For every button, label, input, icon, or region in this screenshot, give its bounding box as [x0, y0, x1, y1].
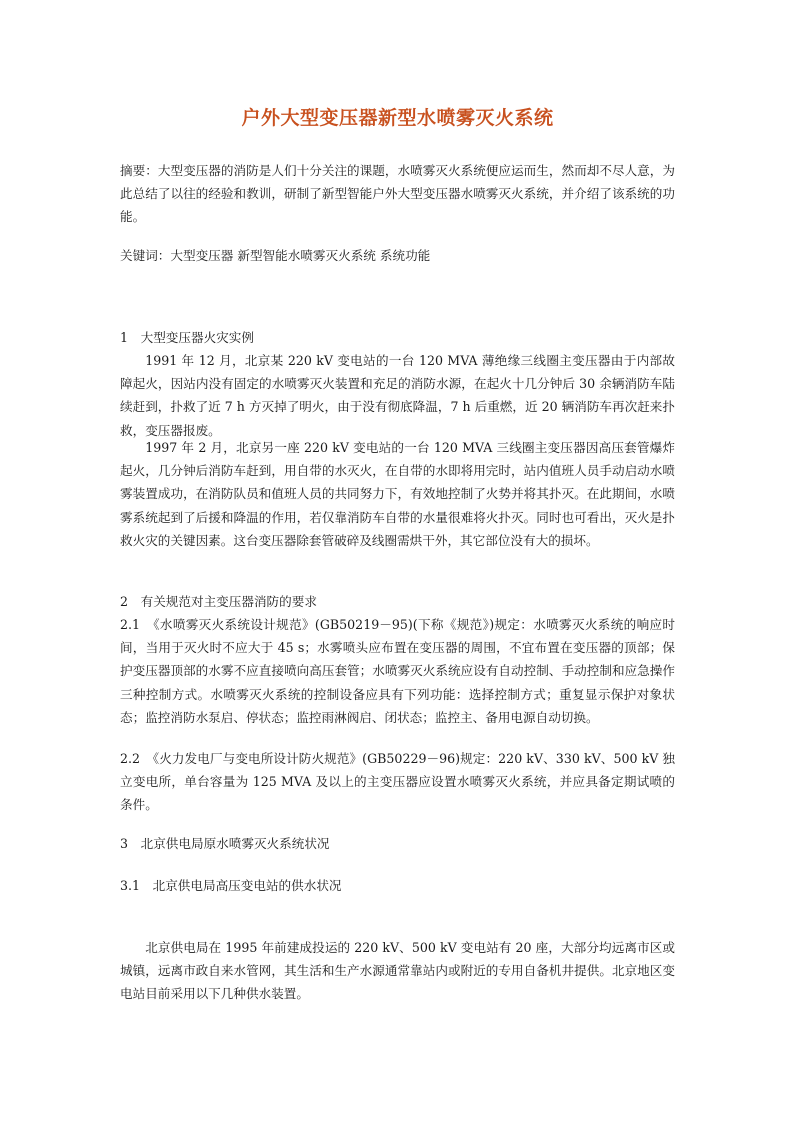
section-2-2-paragraph: 2.2 《火力发电厂与变电所设计防火规范》(GB50229－96)规定：220 kV、330 kV、500 kV 独立变电所，单台容量为 125 MVA 及以上的主变压器应设置水喷雾灭火系统，并应具备定期试喷的条件。	[120, 751, 675, 813]
section-1-paragraph-1: 1991 年 12 月，北京某 220 kV 变电站的一台 120 MVA 薄绝缘三线圈主变压器由于内部故障起火，因站内没有固定的水喷雾灭火装置和充足的消防水源，在起火十几分钟后 30 余辆消防车陆续赶到，扑救了近 7 h 方灭掉了明火，由于没有彻底降温，7 h 后重燃，近 20 辆消防车再次赶来扑救，变压器报废。	[120, 353, 675, 438]
section-2-heading: 2 有关规范对主变压器消防的要求	[120, 594, 317, 609]
section-1-heading: 1 大型变压器火灾实例	[120, 330, 254, 345]
section-3-1-paragraph: 北京供电局在 1995 年前建成投运的 220 kV、500 kV 变电站有 20 座，大部分均远离市区或城镇，远离市政自来水管网，其生活和生产水源通常靠站内或附近的专用自备机井提供。北京地区变电站目前采用以下几种供水装置。	[120, 940, 675, 1002]
section-1-paragraph-2: 1997 年 2 月，北京另一座 220 kV 变电站的一台 120 MVA 三线圈主变压器因高压套管爆炸起火，几分钟后消防车赶到，用自带的水灭火，在自带的水即将用完时，站内值班人员手动启动水喷雾装置成功，在消防队员和值班人员的共同努力下，有效地控制了火势并将其扑灭。在此期间，水喷雾系统起到了后援和降温的作用，若仅靠消防车自带的水量很难将火扑灭。同时也可看出，灭火是扑救火灾的关键因素。这台变压器除套管破碎及线圈需烘干外，其它部位没有大的损坏。	[120, 440, 675, 548]
section-3-1-heading: 3.1 北京供电局高压变电站的供水状况	[120, 878, 342, 893]
section-3-heading: 3 北京供电局原水喷雾灭火系统状况	[120, 836, 330, 851]
abstract: 摘要：大型变压器的消防是人们十分关注的课题，水喷雾灭火系统便应运而生，然而却不尽人意，为此总结了以往的经验和教训，研制了新型智能户外大型变压器水喷雾灭火系统，并介绍了该系统的功能。	[120, 163, 675, 225]
section-2-1-paragraph: 2.1 《水喷雾灭火系统设计规范》(GB50219－95)(下称《规范》)规定：水喷雾灭火系统的响应时间，当用于灭火时不应大于 45 s；水雾喷头应布置在变压器的周围，不宜布置在变压器的顶部；保护变压器顶部的水雾不应直接喷向高压套管；水喷雾灭火系统应设有自动控制、手动控制和应急操作三种控制方式。水喷雾灭火系统的控制设备应具有下列功能：选择控制方式；重复显示保护对象状态；监控消防水泵启、停状态；监控雨淋阀启、闭状态；监控主、备用电源自动切换。	[120, 617, 675, 725]
keywords: 关键词：大型变压器 新型智能水喷雾灭火系统 系统功能	[120, 248, 431, 263]
document-title: 户外大型变压器新型水喷雾灭火系统	[241, 107, 554, 129]
